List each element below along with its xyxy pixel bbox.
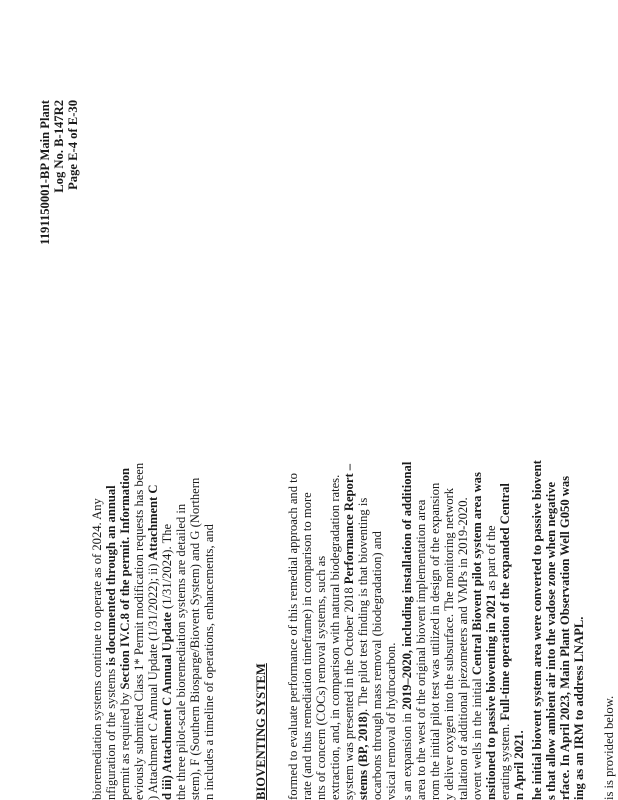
para2-line6 [356,498,370,800]
para1-line5-bold: Attachment C [146,484,160,561]
para1-line2 [104,485,118,800]
para4-line2: s that allow ambient air into the vadose zone when negative [544,481,558,800]
para1-line6 [160,524,174,800]
para3-line8 [498,483,512,800]
para3-line1 [400,462,414,800]
para3-line8-bold: Full-time operation of the expanded Central [498,483,512,721]
header-page-number: Page E-4 of E-30 [66,100,80,190]
para1-line2-bold: is documented through an annual [104,485,118,666]
para1-line6-bold: d iii) Attachment C Annual Update [160,612,174,800]
para2-line8: vsical removal of hydrocarbon. [384,642,398,800]
header-log-number: Log No. B-147R2 [52,100,66,193]
header-project-number: 1191150001-BP Main Plant [38,100,52,245]
para1-line6-text: (1/31/2024). The [160,523,174,613]
para1-line1: bioremediation systems continue to operate as of 2024. Any [90,498,104,800]
section-heading: BIOVENTING SYSTEM [254,663,268,800]
para3-line5: tallation of additional piezometers and VMPs in 2019-2020. [456,497,470,800]
para2-line5 [342,464,356,800]
para5-line1: is is provided below. [602,695,616,800]
para3-line2: area to the west of the original biovent implementation area [414,499,428,800]
para2-line3: nts of concern (COCs) removal systems, such as [314,555,328,800]
para1-line8: stem), F (Southern Biosparge/Biovent System) and G (Northern [188,477,202,800]
para3-line4: y deliver oxygen into the subsurface. The monitoring network [442,487,456,800]
para2-line7: ocarbons through mass removal (biodegradation) and [370,531,384,800]
para3-line6-bold: Central Biovent pilot system area was [470,472,484,676]
para3-line7-text: as part of the [484,525,498,594]
para3-line1-text: s an expansion in [400,709,414,800]
para1-line3-bold2: Information [118,467,132,537]
para2-line6-text: . The pilot test finding is that bioventing is [356,497,370,712]
para1-line9: n includes a timeline of operations, enhancements, and [202,524,216,800]
para1-line3-text: permit as required by [118,689,132,800]
para3-line7 [484,525,498,800]
para2-line6-bold: stems (BP, 2018) [356,711,370,800]
para1-line7: the three pilot-scale bioremediation systems are detailed in [174,503,188,800]
para4-line4: ing as an IRM to address LNAPL. [572,616,586,800]
para1-line4: eviously submitted Class 1* Permit modification requests has been [132,462,146,800]
para3-line8-text: erating system. [498,720,512,800]
para2-line2: rate (and thus remediation timeframe) in comparison to more [300,492,314,800]
para1-line3-bold: Section IV.C.8 of the permit. [118,536,132,690]
para2-line5-text: system was presented in the October 2018 [342,584,356,800]
para2-line4: extraction, and, in comparison with natural biodegradation rates. [328,474,342,800]
para1-line5 [146,485,160,800]
para3-line9: n April 2021. [512,730,526,800]
para3-line3: rom the initial pilot test was utilized in design of the expansion [428,482,442,800]
para1-line2-text: nfiguration of the systems [104,665,118,800]
para3-line6 [470,472,484,800]
para2-line5-bold: Performance Report – [342,463,356,585]
para3-line6-text: ovent wells in the initial [470,675,484,800]
para4-line1: he initial biovent system area were converted to passive biovent [530,460,544,800]
para2-line1: formed to evaluate performance of this remedial approach and to [286,473,300,800]
para3-line1-bold: 2019–2020, including installation of additional [400,461,414,710]
para1-line3 [118,468,132,800]
para1-line5-text: ) Attachment C Annual Update (1/31/2022); ii) [146,560,160,800]
para3-line7-bold: nsitioned to passive bioventing in 2021 [484,593,498,800]
para4-line3: rface. In April 2023, Main Plant Observation Well G050 was [558,475,572,800]
